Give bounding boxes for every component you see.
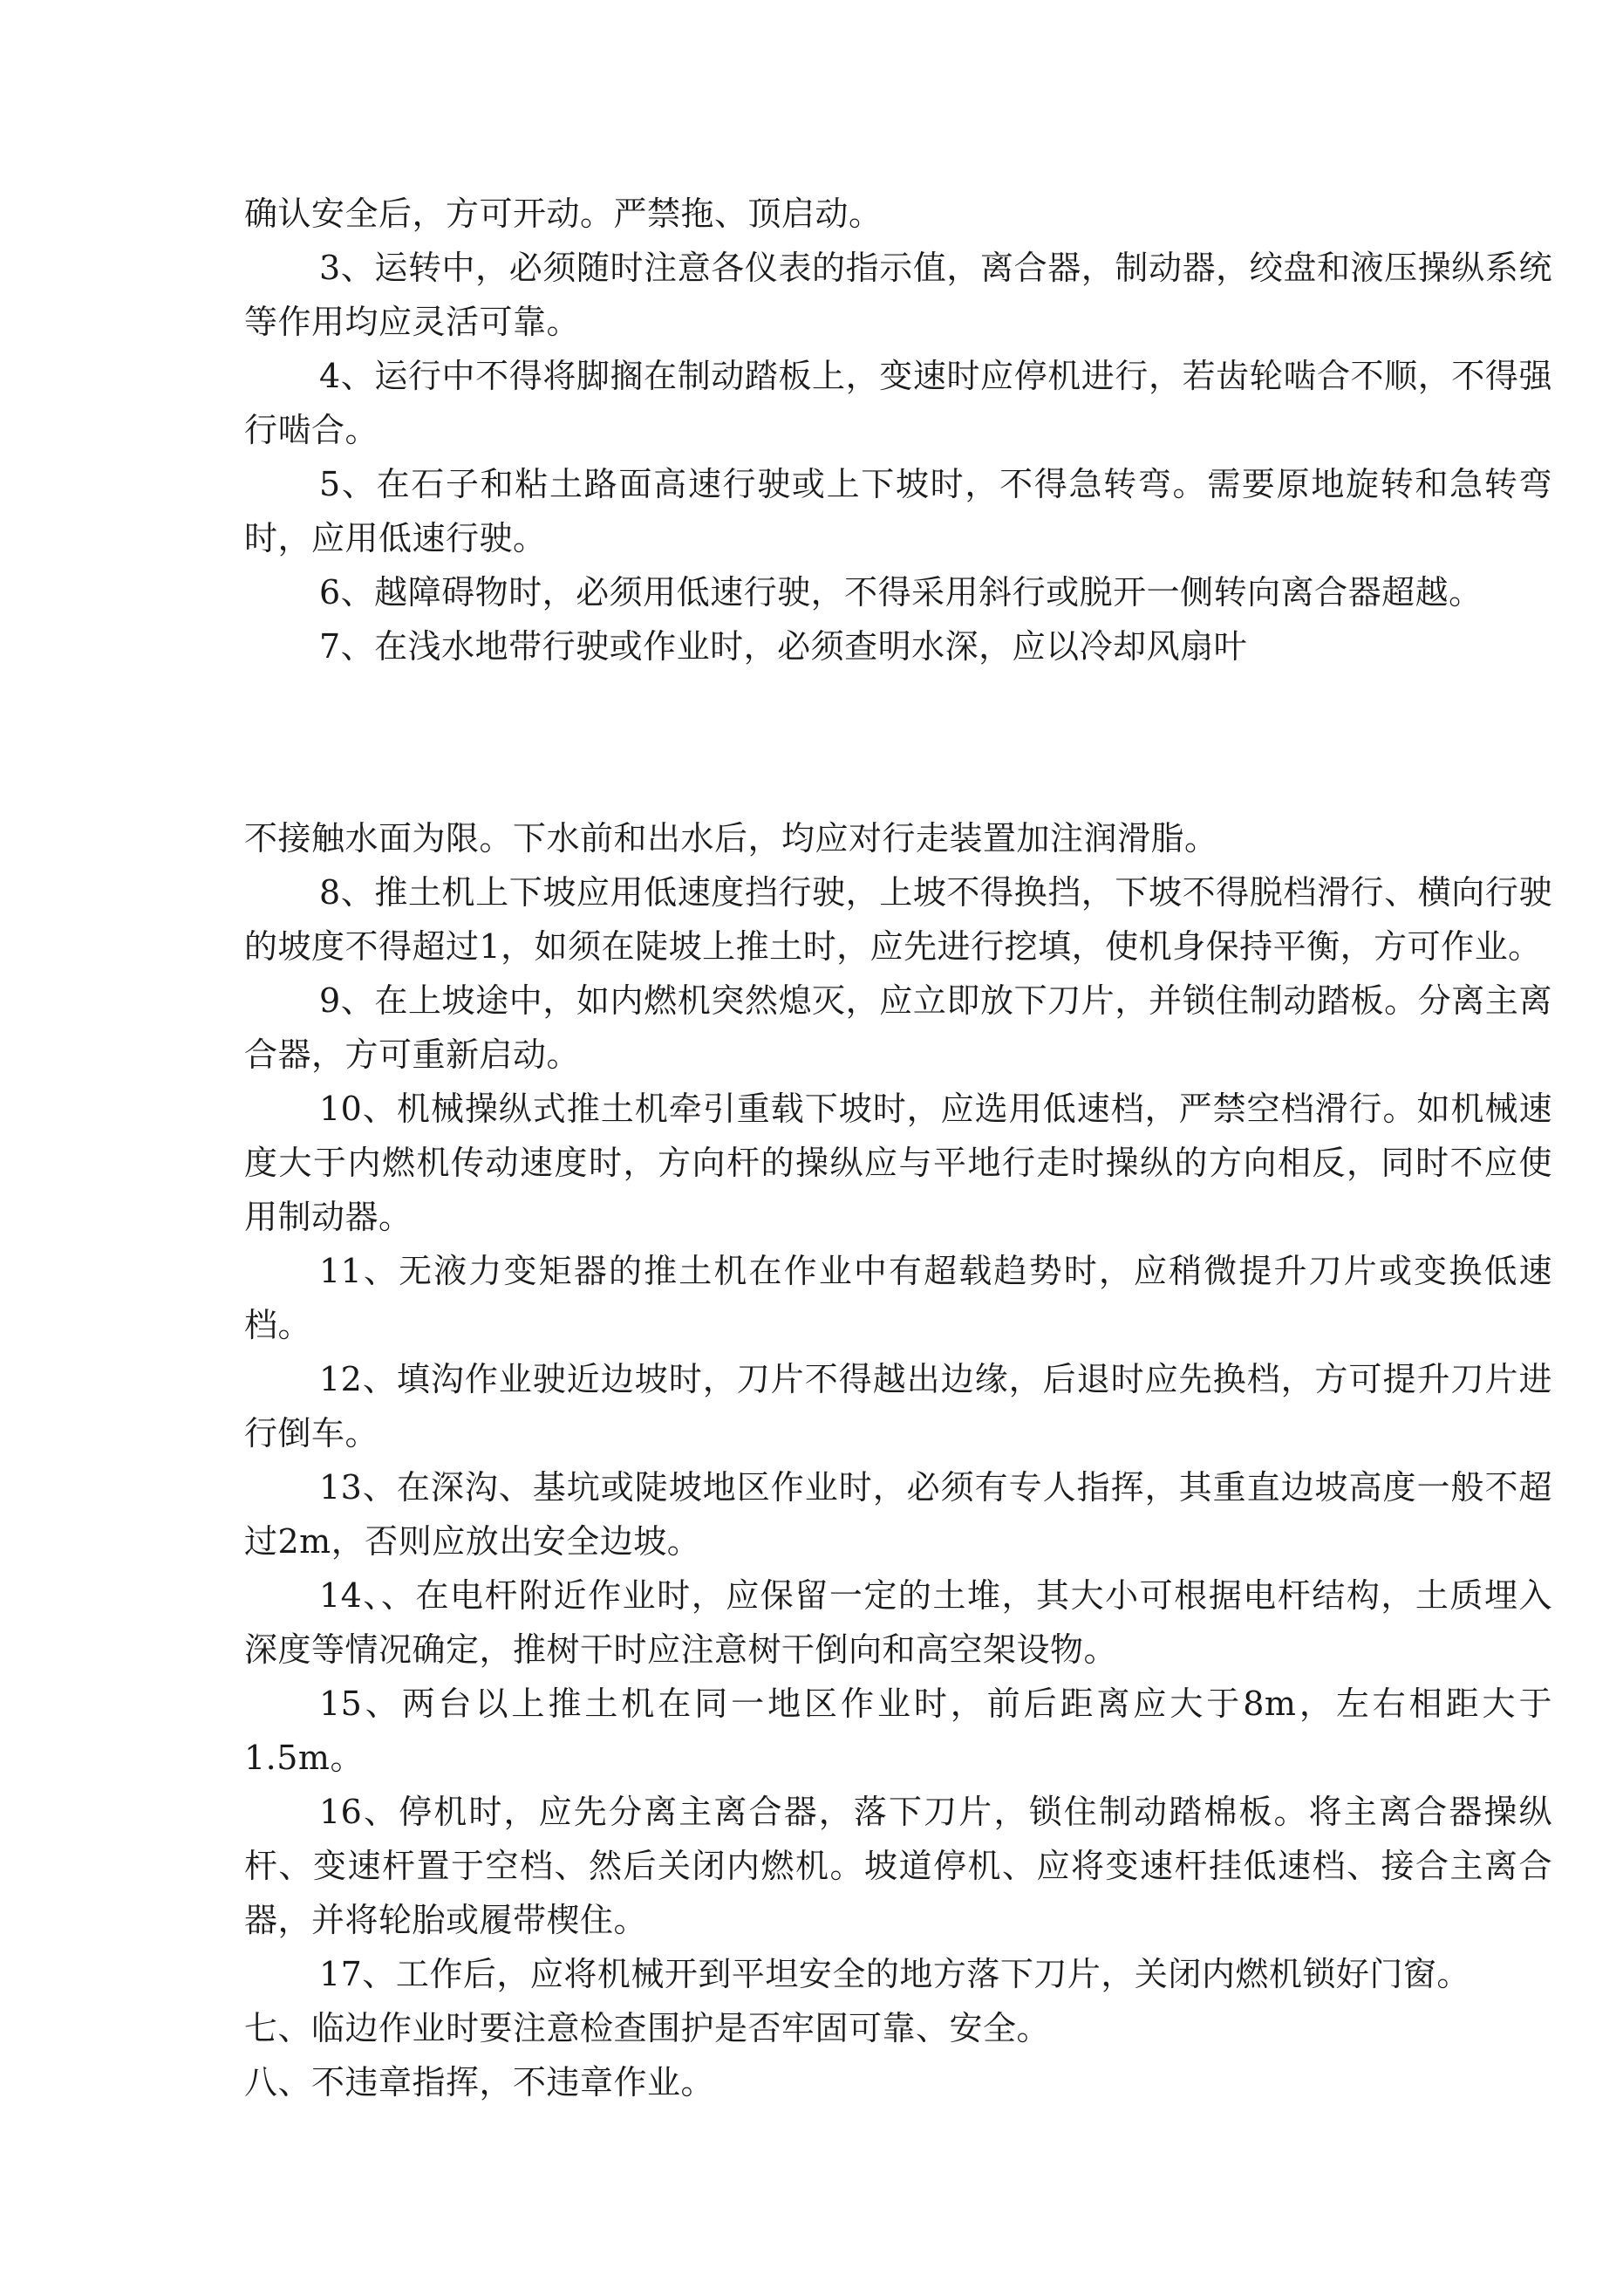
paragraph: 11、无液力变矩器的推土机在作业中有超载趋势时，应稍微提升刀片或变换低速档。: [244, 1252, 1552, 1344]
paragraph: 9、在上坡途中，如内燃机突然熄灭，应立即放下刀片，并锁住制动踏板。分离主离合器，方可重新启动。: [244, 981, 1552, 1074]
paragraph: 4、运行中不得将脚搁在制动踏板上，变速时应停机进行，若齿轮啮合不顺，不得强行啮合。: [244, 357, 1552, 449]
text-block-lower: [244, 811, 1552, 2109]
text-block-upper: [244, 187, 1552, 673]
paragraph: 8、推土机上下坡应用低速度挡行驶，上坡不得换挡，下坡不得脱档滑行、横向行驶的坡度不得超过1，如须在陡坡上推土时，应先进行挖填，使机身保持平衡，方可作业。: [244, 873, 1552, 966]
paragraph: 不接触水面为限。下水前和出水后，均应对行走装置加注润滑脂。: [244, 819, 1218, 858]
paragraph: 14、、在电杆附近作业时，应保留一定的土堆，其大小可根据电杆结构，土质埋入深度等情况确定，推树干时应注意树干倒向和高空架设物。: [244, 1576, 1552, 1669]
paragraph: 17、工作后，应将机械开到平坦安全的地方落下刀片，关闭内燃机锁好门窗。: [319, 1955, 1470, 1993]
paragraph: 15、两台以上推土机在同一地区作业时，前后距离应大于8m，左右相距大于1.5m。: [244, 1684, 1552, 1777]
paragraph: 3、运转中，必须随时注意各仪表的指示值，离合器，制动器，绞盘和液压操纵系统等作用均应灵活可靠。: [244, 249, 1552, 341]
section-heading: 七、临边作业时要注意检查围护是否牢固可靠、安全。: [244, 2009, 1051, 2047]
paragraph: 10、机械操纵式推土机牵引重载下坡时，应选用低速档，严禁空档滑行。如机械速度大于内燃机传动速度时，方向杆的操纵应与平地行走时操纵的方向相反，同时不应使用制动器。: [244, 1090, 1552, 1236]
paragraph: 确认安全后，方可开动。严禁拖、顶启动。: [244, 195, 883, 233]
paragraph: 6、越障碍物时，必须用低速行驶，不得采用斜行或脱开一侧转向离合器超越。: [319, 573, 1483, 612]
paragraph: 13、在深沟、基坑或陡坡地区作业时，必须有专人指挥，其重直边坡高度一般不超过2m，否则应放出安全边坡。: [244, 1468, 1552, 1561]
section-heading: 八、不违章指挥，不违章作业。: [244, 2063, 715, 2101]
paragraph: 5、在石子和粘土路面高速行驶或上下坡时，不得急转弯。需要原地旋转和急转弯时，应用低速行驶。: [244, 465, 1552, 557]
paragraph: 12、填沟作业驶近边坡时，刀片不得越出边缘，后退时应先换档，方可提升刀片进行倒车。: [244, 1360, 1552, 1452]
paragraph: 16、停机时，应先分离主离合器，落下刀片，锁住制动踏棉板。将主离合器操纵杆、变速杆置于空档、然后关闭内燃机。坡道停机、应将变速杆挂低速档、接合主离合器，并将轮胎或履带楔住。: [244, 1793, 1552, 1939]
paragraph: 7、在浅水地带行驶或作业时，必须查明水深，应以冷却风扇叶: [319, 627, 1248, 666]
